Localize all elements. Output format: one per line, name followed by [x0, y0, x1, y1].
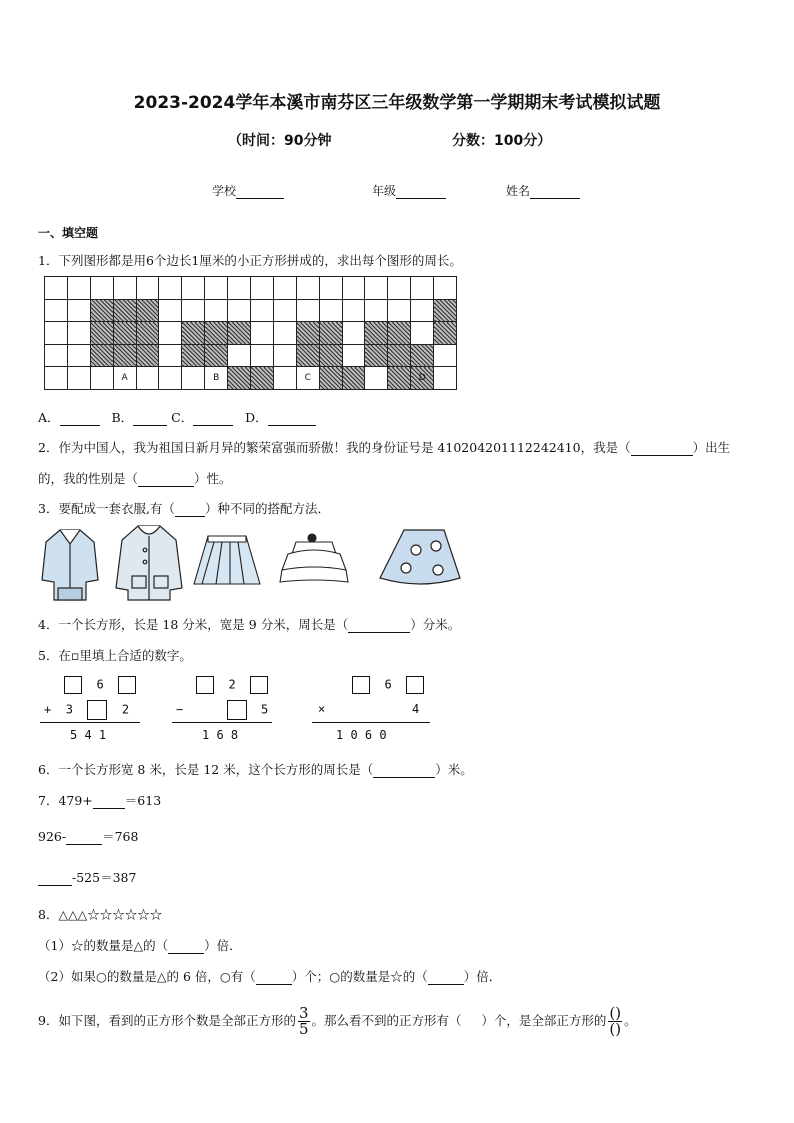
pleated-skirt-icon	[194, 536, 260, 584]
perimeter-blank[interactable]	[348, 618, 410, 633]
grid-cell	[136, 367, 159, 390]
question-7-line-3: -525＝387	[38, 868, 136, 886]
grid-cell	[411, 344, 434, 367]
grid-cell	[90, 322, 113, 345]
grid-cell	[45, 344, 68, 367]
grid-cell	[319, 299, 342, 322]
addition-problem: 6 + 3 2 5 4 1	[40, 676, 150, 746]
grid-cell	[228, 277, 251, 300]
grid-cell	[296, 344, 319, 367]
digit-box[interactable]	[250, 676, 268, 694]
grid-cell	[113, 277, 136, 300]
grid-cell	[434, 277, 457, 300]
shape-label: A	[113, 367, 136, 390]
grid-cell	[45, 277, 68, 300]
grid-cell	[251, 299, 274, 322]
question-8: 8．△△△☆☆☆☆☆☆	[38, 907, 163, 922]
question-2-cont: 的，我的性别是（ ）性。	[38, 471, 232, 486]
grid-cell	[365, 277, 388, 300]
digit-box[interactable]	[87, 700, 107, 720]
grid-cell	[251, 367, 274, 390]
grid-cell	[228, 344, 251, 367]
grid-cell	[228, 367, 251, 390]
grid-cell	[90, 367, 113, 390]
page-title: 2023-2024学年本溪市南芬区三年级数学第一学期期末考试模拟试题	[133, 93, 661, 113]
grid-cell	[273, 367, 296, 390]
grid-cell	[67, 299, 90, 322]
perimeter-blank-2[interactable]	[373, 763, 435, 778]
grid-cell	[159, 299, 182, 322]
name-field[interactable]: 姓名	[506, 182, 580, 199]
floral-skirt-icon	[380, 530, 460, 584]
grid-cell	[136, 299, 159, 322]
digit-box[interactable]	[64, 676, 82, 694]
coat-icon	[116, 526, 182, 600]
circle-count-blank[interactable]	[256, 970, 292, 985]
digit-box[interactable]	[118, 676, 136, 694]
school-field[interactable]: 学校	[212, 182, 284, 199]
grid-cell	[342, 322, 365, 345]
grid-cell	[273, 322, 296, 345]
grid-cell	[388, 322, 411, 345]
q1-answers: A． B． C． D．	[38, 408, 316, 426]
combo-blank[interactable]	[175, 502, 205, 517]
shape-label: D	[411, 367, 434, 390]
grid-cell	[411, 322, 434, 345]
grid-cell	[90, 277, 113, 300]
grid-cell	[90, 299, 113, 322]
grade-field[interactable]: 年级	[372, 182, 446, 199]
grid-cell	[182, 299, 205, 322]
question-3: 3．要配成一套衣服,有（ ）种不同的搭配方法．	[38, 501, 330, 516]
grid-cell	[388, 277, 411, 300]
question-7-line-2: 926- ＝768	[38, 829, 139, 844]
grid-cell	[136, 277, 159, 300]
grid-cell	[113, 299, 136, 322]
question-4: 4．一个长方形，长是 18 分米，宽是 9 分米，周长是（ ）分米。	[38, 617, 461, 632]
ratio-blank[interactable]	[168, 939, 204, 954]
birth-blank[interactable]	[631, 441, 693, 456]
grid-cell	[182, 277, 205, 300]
tutu-skirt-icon	[280, 534, 348, 582]
jacket-icon	[42, 530, 98, 600]
grid-cell	[251, 344, 274, 367]
grid-cell	[67, 322, 90, 345]
answer-blank-b[interactable]	[133, 411, 167, 426]
subtrahend-blank[interactable]	[66, 830, 102, 845]
grid-cell	[273, 344, 296, 367]
question-7-line-1: 7．479+ ＝613	[38, 793, 162, 808]
circle-ratio-blank[interactable]	[428, 970, 464, 985]
clothes-illustration	[36, 520, 476, 606]
grid-cell	[411, 299, 434, 322]
grid-cell	[319, 277, 342, 300]
grid-cell	[159, 322, 182, 345]
grid-cell	[251, 277, 274, 300]
grid-cell	[205, 277, 228, 300]
grid-cell	[434, 367, 457, 390]
digit-box[interactable]	[227, 700, 247, 720]
digit-box[interactable]	[196, 676, 214, 694]
grid-cell	[228, 299, 251, 322]
grid-cell	[113, 344, 136, 367]
grid-cell	[205, 299, 228, 322]
grid-cell	[159, 277, 182, 300]
total-score: 分数：100分）	[452, 133, 552, 149]
question-1: 1．下列图形都是用6个边长1厘米的小正方形拼成的，求出每个图形的周长。	[38, 253, 462, 268]
digit-box[interactable]	[406, 676, 424, 694]
grid-cell	[388, 299, 411, 322]
grid-cell	[434, 344, 457, 367]
answer-blank-a[interactable]	[60, 411, 100, 426]
grid-cell	[90, 344, 113, 367]
grid-cell	[67, 367, 90, 390]
subtraction-problem: 2 − 5 1 6 8	[172, 676, 282, 746]
grid-cell	[342, 344, 365, 367]
grid-cell	[45, 367, 68, 390]
minuend-blank[interactable]	[38, 871, 72, 886]
fraction-three-fifths: $\frac{3}{5}$	[298, 1004, 309, 1038]
grid-cell	[388, 344, 411, 367]
grid-cell	[411, 277, 434, 300]
grid-cell	[205, 322, 228, 345]
grid-cell	[434, 299, 457, 322]
answer-blank-d[interactable]	[268, 411, 316, 426]
grid-cell	[296, 322, 319, 345]
grid-cell	[296, 299, 319, 322]
digit-box[interactable]	[352, 676, 370, 694]
question-8-part-1: （1）☆的数量是△的（ ）倍．	[38, 938, 242, 953]
grid-cell	[319, 367, 342, 390]
grid-cell	[228, 322, 251, 345]
grid-cell	[319, 322, 342, 345]
grid-cell	[342, 277, 365, 300]
grid-cell	[67, 277, 90, 300]
question-2: 2．作为中国人，我为祖国日新月异的繁荣富强而骄傲！我的身份证号是 410204201112242410，我是（ ）出生	[38, 440, 731, 455]
time-limit: （时间：90分钟	[228, 133, 332, 149]
shape-label: B	[205, 367, 228, 390]
grid-cell	[159, 367, 182, 390]
grid-cell	[434, 322, 457, 345]
shape-label: C	[296, 367, 319, 390]
grid-cell	[159, 344, 182, 367]
grid-cell	[273, 277, 296, 300]
question-5: 5．在▫里填上合适的数字。	[38, 648, 192, 663]
grid-cell	[342, 367, 365, 390]
grid-cell	[273, 299, 296, 322]
multiplication-problem: 6 × 4 1 0 6 0	[312, 676, 442, 746]
grid-cell	[388, 367, 411, 390]
grid-cell	[182, 344, 205, 367]
grid-cell	[251, 322, 274, 345]
grid-cell	[365, 322, 388, 345]
gender-blank[interactable]	[138, 472, 194, 487]
grid-cell	[365, 344, 388, 367]
addend-blank[interactable]	[93, 794, 125, 809]
question-8-part-2: （2）如果○的数量是△的 6 倍，○有（ ）个；○的数量是☆的（ ）倍．	[38, 969, 502, 984]
answer-blank-c[interactable]	[193, 411, 233, 426]
question-6: 6．一个长方形宽 8 米，长是 12 米，这个长方形的周长是（ ）米。	[38, 762, 473, 777]
grid-cell	[319, 344, 342, 367]
grid-cell	[365, 299, 388, 322]
fraction-blank[interactable]: $\frac{()}{()}$	[609, 1004, 622, 1038]
grid-cell	[136, 322, 159, 345]
section-heading: 一、填空题	[38, 226, 99, 240]
grid-cell	[365, 367, 388, 390]
grid-cell	[182, 322, 205, 345]
grid-cell	[67, 344, 90, 367]
grid-cell	[182, 367, 205, 390]
question-9: 9．如下图，看到的正方形个数是全部正方形的 $\frac{3}{5}$ 。那么看不到的正方形有（ ）个，是全部正方形的 $\frac{()}{()}$ 。	[38, 1004, 637, 1038]
grid-cell	[136, 344, 159, 367]
grid-cell	[45, 299, 68, 322]
shape-grid	[44, 276, 457, 390]
grid-cell	[296, 277, 319, 300]
grid-cell	[205, 344, 228, 367]
grid-cell	[45, 322, 68, 345]
grid-cell	[113, 322, 136, 345]
grid-cell	[342, 299, 365, 322]
